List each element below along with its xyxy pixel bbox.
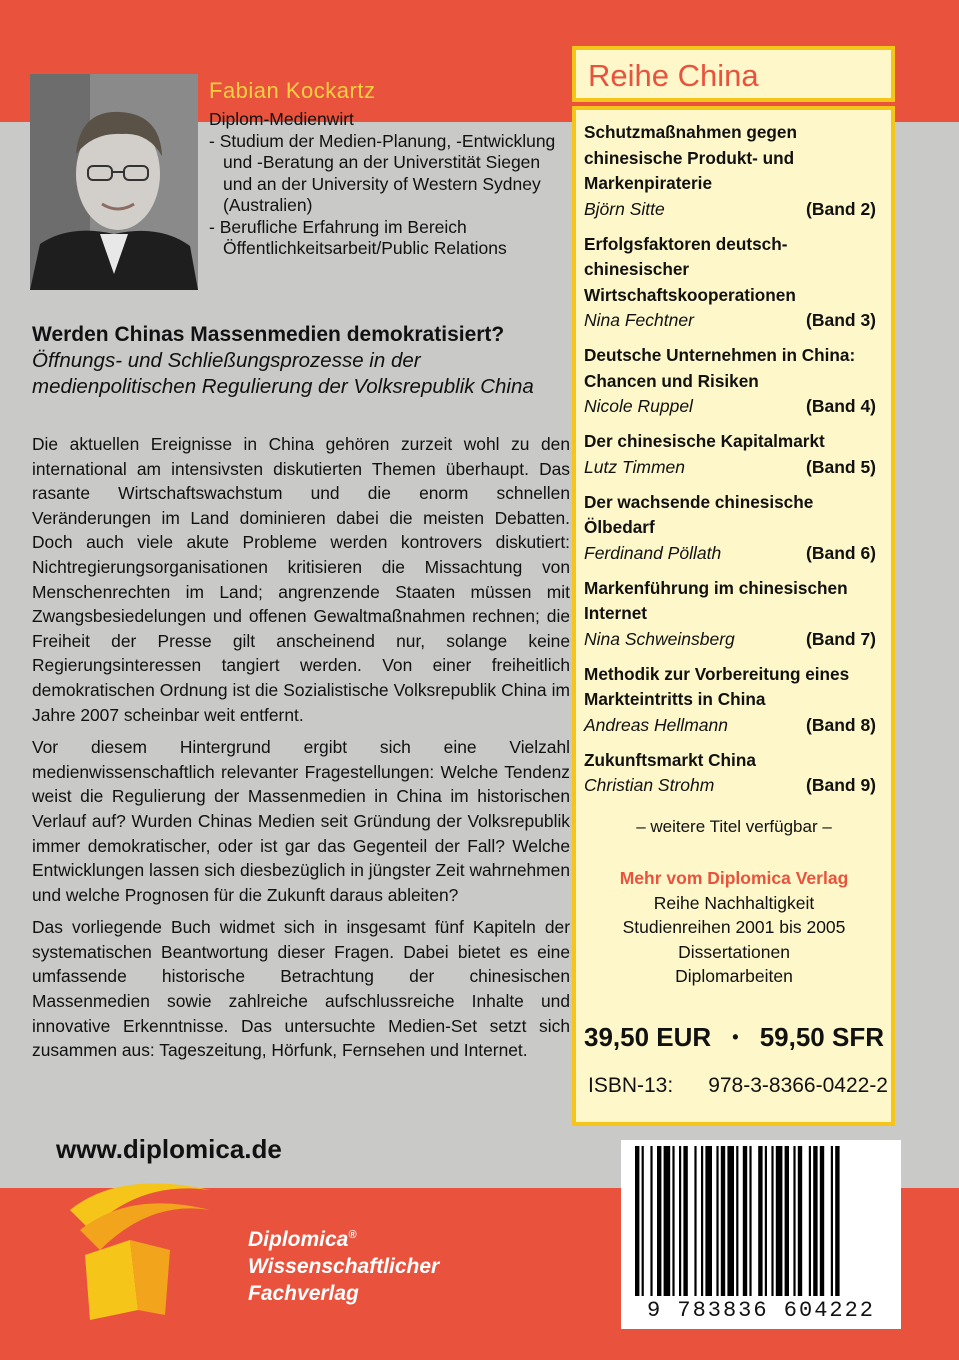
series-book-author: Lutz Timmen <box>584 456 685 477</box>
series-book-band: (Band 9) <box>806 775 876 795</box>
series-book-author: Andreas Hellmann <box>584 714 728 735</box>
publisher-name-line3: Fachverlag <box>248 1282 359 1305</box>
barcode-bar <box>743 1146 747 1296</box>
series-book <box>584 748 876 798</box>
series-book-title: Der wachsende chinesische Ölbedarf <box>584 491 814 537</box>
barcode-bar <box>642 1146 644 1296</box>
publisher-logo-icon <box>60 1170 220 1320</box>
author-name: Fabian Kockartz <box>209 78 376 103</box>
barcode-bar <box>635 1146 639 1296</box>
series-book-band: (Band 4) <box>806 396 876 416</box>
series-book-list <box>584 120 876 808</box>
barcode-bar <box>727 1146 734 1296</box>
barcode-bar <box>820 1146 824 1296</box>
publisher-name-line2: Wissenschaftlicher <box>248 1255 440 1278</box>
barcode-bar <box>721 1146 725 1296</box>
publisher-more-item: Dissertationen <box>678 941 790 962</box>
barcode-bar <box>664 1146 671 1296</box>
publisher-more-list <box>584 866 884 989</box>
author-photo <box>30 74 198 290</box>
barcode-bar <box>793 1146 795 1296</box>
barcode-bar <box>736 1146 738 1296</box>
publisher-name-main: Diplomica <box>248 1228 349 1251</box>
publisher-more-item: Studienreihen 2001 bis 2005 <box>622 917 846 937</box>
series-book <box>584 429 876 479</box>
series-book <box>584 662 876 737</box>
series-book-band: (Band 2) <box>806 198 876 219</box>
series-book-band: (Band 3) <box>806 310 876 330</box>
series-book-band: (Band 6) <box>806 542 876 563</box>
series-book <box>584 343 876 418</box>
description-paragraph: Das vorliegende Buch widmet sich in insgesamt fünf Kapiteln der systematischen Beantwortung dieser Fragen. Dabei bietet es eine umfassende historische Betrachtung der chinesischen Massenmedien sowie zahlreiche aufschlussreiche Inhalte und innovative Erkenntnisse. Das untersuchte Medien-Set setzt sich zusammen aus: Tageszeitung, Hörfunk, Fernsehen und Internet. <box>32 917 570 1061</box>
series-book-band: (Band 8) <box>806 714 876 735</box>
website-link[interactable]: www.diplomica.de <box>56 1134 282 1164</box>
barcode-bar <box>716 1146 718 1296</box>
price-separator: • <box>732 1027 739 1047</box>
price-eur: 39,50 EUR <box>584 1022 712 1052</box>
publisher-more-item: Diplomarbeiten <box>675 966 793 986</box>
series-book-author: Christian Strohm <box>584 775 715 795</box>
barcode-bar <box>749 1146 751 1296</box>
barcode-bar <box>650 1146 652 1296</box>
publisher-name <box>248 1222 439 1307</box>
series-book-author: Nina Fechtner <box>584 310 694 330</box>
series-book-band: (Band 5) <box>806 456 876 477</box>
barcode-bar <box>813 1146 817 1296</box>
series-book-title: Markenführung im chinesischen Internet <box>584 577 848 623</box>
barcode-bar <box>776 1146 783 1296</box>
barcode-bar <box>705 1146 712 1296</box>
barcode-bar <box>701 1146 703 1296</box>
author-bio-item: - Studium der Medien-Planung, -Entwicklung und -Beratung an der Universtität Siegen und an der University of Western Sydney (Australien) <box>209 130 556 215</box>
barcode-bar <box>809 1146 811 1296</box>
barcode-bar <box>657 1146 661 1296</box>
price-sfr: 59,50 SFR <box>759 1022 884 1052</box>
series-heading-box <box>572 46 895 102</box>
barcode-bar <box>771 1146 773 1296</box>
series-book-title: Methodik zur Vorbereitung eines Markteintritts in China <box>584 663 850 709</box>
series-book <box>584 490 876 565</box>
more-titles-note: – weitere Titel verfügbar – <box>636 817 832 836</box>
author-bio <box>209 109 569 260</box>
isbn <box>588 1074 888 1098</box>
barcode-bar <box>835 1146 839 1296</box>
series-book-title: Erfolgsfaktoren deutsch-chinesischer Wirtschaftskooperationen <box>584 233 796 305</box>
series-book-title: Schutzmaßnahmen gegen chinesische Produkt- und Markenpiraterie <box>584 122 797 193</box>
book-title: Werden Chinas Massenmedien demokratisiert? <box>32 323 505 346</box>
series-book-author: Nicole Ruppel <box>584 396 693 416</box>
registered-mark: ® <box>348 1229 357 1241</box>
series-book-author: Björn Sitte <box>584 198 665 219</box>
barcode-bar <box>679 1146 681 1296</box>
author-degree: Diplom-Medienwirt <box>209 109 354 129</box>
series-book <box>584 576 876 651</box>
barcode-bar <box>683 1146 687 1296</box>
publisher-more-item: Reihe Nachhaltigkeit <box>653 892 815 913</box>
series-book-author: Nina Schweinsberg <box>584 628 735 649</box>
author-bio-item: - Berufliche Erfahrung im Bereich Öffentlichkeitsarbeit/Public Relations <box>209 216 507 258</box>
publisher-more-heading: Mehr vom Diplomica Verlag <box>619 868 849 888</box>
series-book <box>584 120 876 221</box>
series-heading: Reihe China <box>588 58 759 93</box>
series-book-title: Deutsche Unternehmen in China: Chancen und Risiken <box>584 345 856 391</box>
barcode-bar <box>831 1146 833 1296</box>
barcode-bar <box>765 1146 767 1296</box>
barcode-number: 9 783836 604222 <box>646 1298 876 1323</box>
barcode <box>621 1140 901 1329</box>
description-paragraph: Die aktuellen Ereignisse in China gehören zurzeit wohl zu den international am intensivsten diskutierten Themen überhaupt. Das rasante Wirtschaftswachstum und die enorm schnellen Veränderungen im Land dominieren dabei die meisten Debatten. Doch auch viele akute Probleme werden kontrovers diskutiert: Nichtregierungsorganisationen kritisieren die Missachtung von Menschenrechten im Land; angrenzende Staaten müssen mit Zwangsbesiedelungen und offenen Gewaltmaßnahmen rechnen; die Freiheit der Presse gilt anscheinend nur, solange keine Regierungsinteressen tangiert werden. Von einer freiheitlich demokratischen Ordnung ist die Sozialistische Volksrepublik China im Jahre 2007 scheinbar weit entfernt. <box>32 434 570 725</box>
barcode-bar <box>694 1146 696 1296</box>
isbn-label: ISBN-13: <box>588 1074 674 1097</box>
series-book-title: Der chinesische Kapitalmarkt <box>584 431 825 451</box>
series-book <box>584 232 876 333</box>
book-subtitle: Öffnungs- und Schließungsprozesse in der medienpolitischen Regulierung der Volksrepublik China <box>32 349 534 398</box>
series-book-title: Zukunftsmarkt China <box>584 749 756 770</box>
barcode-bar <box>785 1146 789 1296</box>
series-book-author: Ferdinand Pöllath <box>584 542 722 563</box>
barcode-bars <box>621 1140 901 1300</box>
barcode-bar <box>758 1146 762 1296</box>
barcode-bar <box>672 1146 674 1296</box>
description-paragraph: Vor diesem Hintergrund ergibt sich eine Vielzahl medienwissenschaftlich relevanter Fragestellungen: Welche Tendenz weist die Regulierung der Massenmedien in China im historischen Verlauf auf? Wurden Chinas Medien seit Gründung der Volksrepublik immer demokratischer, oder ist gar das Gegenteil der Fall? Welche Entwicklungen lassen sich diesbezüglich in jüngster Zeit wahrnehmen und welche Prognosen für die Zukunft daraus ableiten? <box>32 737 570 905</box>
book-description <box>32 432 570 1071</box>
price <box>584 1022 884 1053</box>
barcode-bar <box>798 1146 802 1296</box>
isbn-value: 978-3-8366-0422-2 <box>708 1074 888 1097</box>
series-book-band: (Band 7) <box>806 628 876 649</box>
